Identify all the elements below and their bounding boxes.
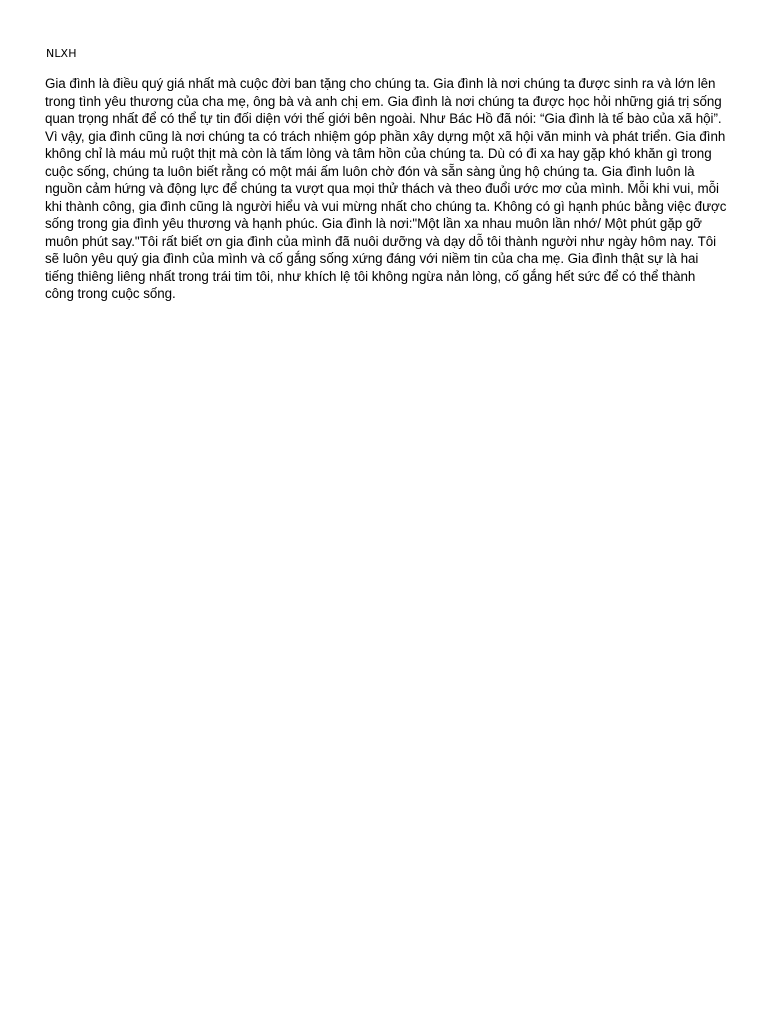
document-label: NLXH: [46, 47, 77, 60]
document-body-paragraph: Gia đình là điều quý giá nhất mà cuộc đời ban tặng cho chúng ta. Gia đình là nơi chúng ta được sinh ra và lớn lên trong tình yêu thương của cha mẹ, ông bà và anh chị em. Gia đình là nơi chúng ta được học hỏi những giá trị sống quan trọng nhất để có thể tự tin đối diện với thế giới bên ngoài. Như Bác Hồ đã nói: “Gia đình là tế bào của xã hội”. Vì vậy, gia đình cũng là nơi chúng ta có trách nhiệm góp phần xây dựng một xã hội văn minh và phát triển. Gia đình không chỉ là máu mủ ruột thịt mà còn là tấm lòng và tâm hồn của chúng ta. Dù có đi xa hay gặp khó khăn gì trong cuộc sống, chúng ta luôn biết rằng có một mái ấm luôn chờ đón và sẵn sàng ủng hộ chúng ta. Gia đình luôn là nguồn cảm hứng và động lực để chúng ta vượt qua mọi thử thách và theo đuổi ước mơ của mình. Mỗi khi vui, mỗi khi thành công, gia đình cũng là người hiểu và vui mừng nhất cho chúng ta. Không có gì hạnh phúc bằng việc được sống trong gia đình yêu thương và hạnh phúc. Gia đình là nơi:"Một lần xa nhau muôn lần nhớ/ Một phút gặp gỡ muôn phút say."Tôi rất biết ơn gia đình của mình đã nuôi dưỡng và dạy dỗ tôi thành người như ngày hôm nay. Tôi sẽ luôn yêu quý gia đình của mình và cố gắng sống xứng đáng với niềm tin của cha mẹ. Gia đình thật sự là hai tiếng thiêng liêng nhất trong trái tim tôi, như khích lệ tôi không ngừa nản lòng, cố gắng hết sức để có thể thành công trong cuộc sống.: [45, 76, 727, 301]
